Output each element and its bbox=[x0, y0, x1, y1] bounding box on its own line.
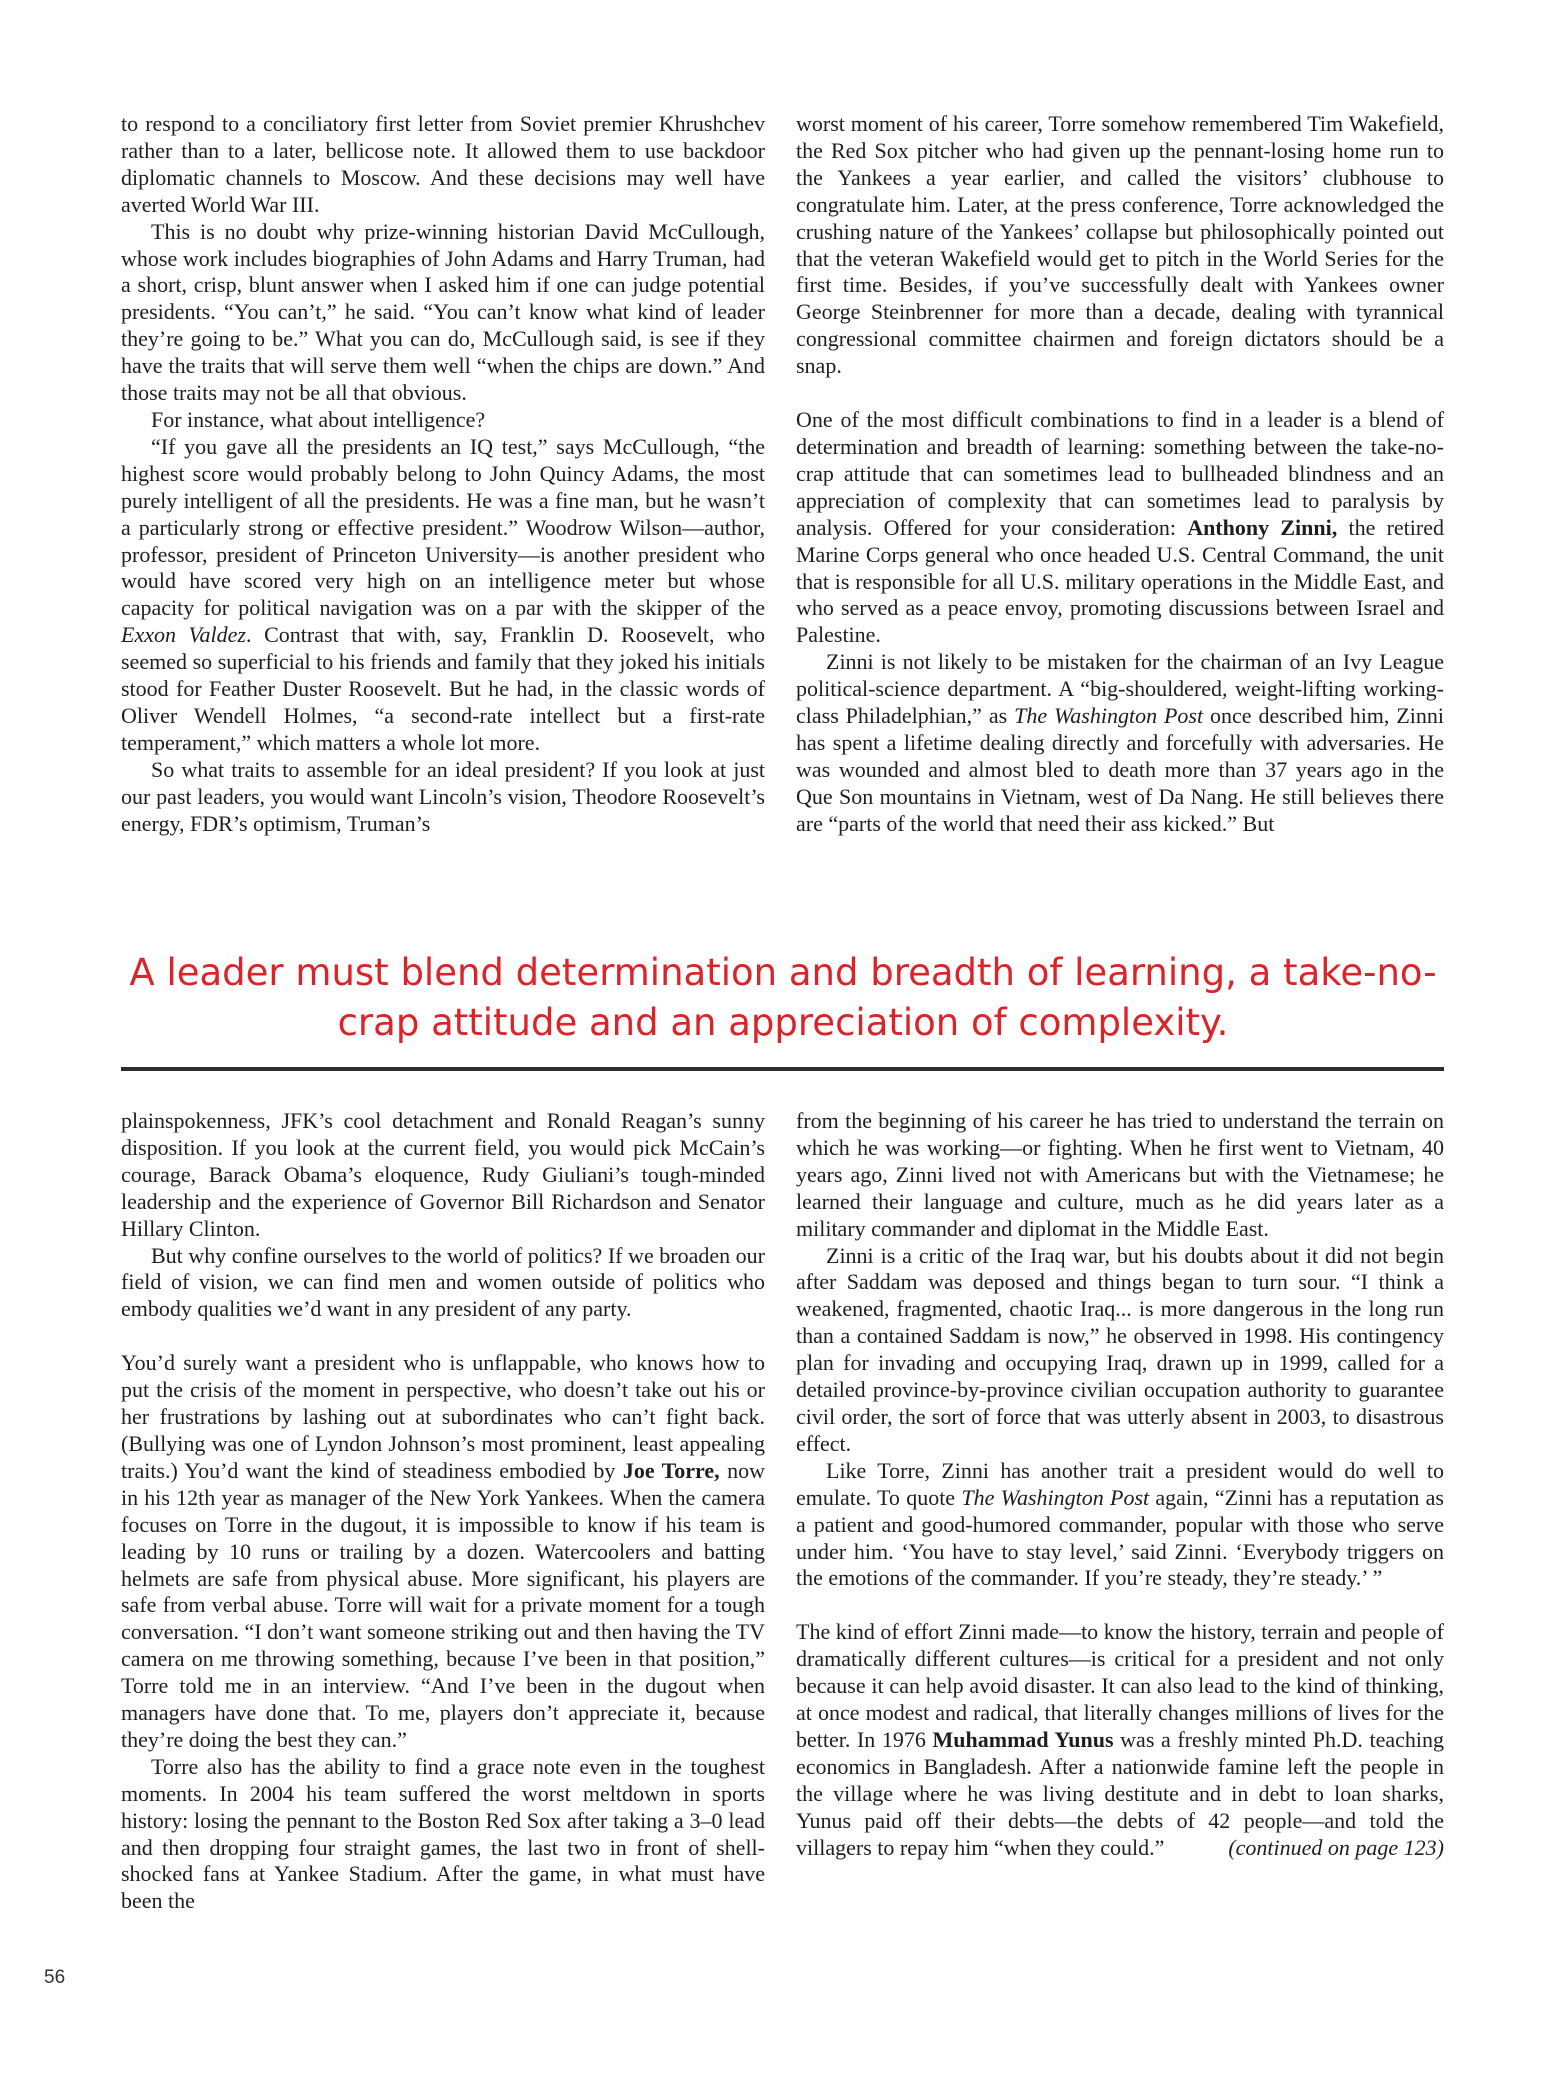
paragraph bbox=[796, 407, 1444, 649]
paragraph: plainspokenness, JFK’s cool detachment and Ronald Reagan’s sunny disposition. If you look at the current field, you would pick McCain’s courage, Barack Obama’s eloquence, Rudy Giuliani’s tough-minded leadership and the experience of Governor Bill Richardson and Senator Hillary Clinton. bbox=[121, 1108, 765, 1241]
page-number: 56 bbox=[44, 1967, 66, 1988]
paragraph: But why confine ourselves to the world of politics? If we broaden our field of vision, we can find men and women outside of politics who embody qualities we’d want in any president of any party. bbox=[121, 1242, 765, 1322]
paragraph: worst moment of his career, Torre somehow remembered Tim Wakefield, the Red Sox pitcher who had given up the pennant-losing home run to the Yankees a year earlier, and called the visitors’ clubhouse to congratulate him. Later, at the press conference, Torre acknowledged the crushing nature of the Yankees’ collapse but philosophically pointed out that the veteran Wakefield would get to pitch in the World Series for the first time. Besides, if you’ve successfully dealt with Yankees owner George Steinbrenner for more than a decade, dealing with tyrannical congressional committee chairmen and foreign dictators should be a snap. bbox=[796, 111, 1444, 379]
pull-quote: A leader must blend determination and breadth of learning, a take-no-crap attitude and an appreciation of complexity. bbox=[129, 951, 1437, 1044]
paragraph: For instance, what about intelligence? bbox=[151, 406, 486, 432]
paragraph bbox=[121, 1350, 765, 1754]
paragraph: to respond to a conciliatory first letter from Soviet premier Khrushchev rather than to a later, bellicose note. It allowed them to use backdoor diplomatic channels to Moscow. And these decisions may well have averted World War III. bbox=[121, 111, 765, 217]
paragraph bbox=[796, 649, 1444, 837]
divider-rule bbox=[121, 1067, 1444, 1071]
text-run: “If you gave all the presidents an IQ test,” says McCullough, “the highest score would probably belong to John Quincy Adams, the most purely intelligent of all the presidents. He was a fine man, but he wasn’t a particularly strong or effective president.” Woodrow Wilson—author, professor, president of Princeton University—is another president who would have scored very high on an intelligence meter but whose capacity for political navigation was on a par with the skipper of the bbox=[121, 433, 765, 621]
paragraph: So what traits to assemble for an ideal president? If you look at just our past leaders, you would want Lincoln’s vision, Theodore Roosevelt’s energy, FDR’s optimism, Truman’s bbox=[121, 756, 765, 836]
text-run: . Contrast that with, say, Franklin D. Roosevelt, who seemed so superficial to his friends and family that they joked his initials stood for Feather Duster Roosevelt. But he had, in the classic words of Oliver Wendell Holmes, “a second-rate intellect but a first-rate temperament,” which matters a whole lot more. bbox=[121, 622, 766, 755]
paragraph: from the beginning of his career he has tried to understand the terrain on which he was working—or fighting. When he first went to Vietnam, 40 years ago, Zinni lived not with Americans but with the Vietnamese; he learned their language and culture, much as he did years later as a military commander and diplomat in the Middle East. bbox=[796, 1108, 1444, 1241]
paragraph bbox=[796, 1619, 1444, 1861]
text-run: Zinni is not likely to be mistaken for the chairman of an Ivy League political-science department. A “big-shouldered, weight-lifting working-class Philadelphian,” as bbox=[796, 649, 1444, 729]
paragraph: Torre also has the ability to find a grace note even in the toughest moments. In 2004 his team suffered the worst meltdown in sports history: losing the pennant to the Boston Red Sox after taking a 3–0 lead and then dropping four straight games, the last two in front of shell-shocked fans at Yankee Stadium. After the game, in what must have been the bbox=[121, 1753, 765, 1914]
bold-name: Joe Torre, bbox=[622, 1457, 720, 1483]
text-run: now in his 12th year as manager of the New York Yankees. When the camera focuses on Torre in the dugout, it is impossible to know if his team is leading by 10 runs or trailing by a dozen. Watercoolers and batting helmets are safe from physical abuse. More significant, his players are safe from verbal abuse. Torre will wait for a private moment for a tough conversation. “I don’t want someone striking out and then having the TV camera on me throwing something, because I’ve been in that position,” Torre told me in an interview. “And I’ve been in the dugout when managers have done that. To me, players don’t appreciate it, because they’re doing the best they can.” bbox=[121, 1457, 765, 1752]
italic-title: Exxon Valdez bbox=[121, 622, 246, 648]
italic-title: The Washington Post bbox=[1014, 703, 1204, 729]
text-run: Like Torre, Zinni has another trait a president would do well to emulate. To quote bbox=[796, 1457, 1444, 1510]
paragraph: This is no doubt why prize-winning historian David McCullough, whose work includes biographies of John Adams and Harry Truman, had a short, crisp, blunt answer when I asked him if one can judge potential presidents. “You can’t,” he said. “You can’t know what kind of leader they’re going to be.” What you can do, McCullough said, is see if they have the traits that will serve them well “when the chips are down.” And those traits may not be all that obvious. bbox=[121, 218, 765, 406]
bold-name: Muhammad Yunus bbox=[932, 1726, 1114, 1752]
column-top-right bbox=[796, 111, 1444, 838]
bold-name: Anthony Zinni, bbox=[1187, 514, 1338, 540]
text-run: The kind of effort Zinni made—to know the history, terrain and people of dramatically different cultures—is critical for a president and not only because it can help avoid disaster. It can also lead to the kind of thinking, at once modest and radical, that literally changes millions of lives for the better. In 1976 bbox=[796, 1619, 1444, 1752]
column-top-left bbox=[121, 111, 765, 837]
column-bottom-right bbox=[796, 1108, 1444, 1861]
text-run: once described him, Zinni has spent a lifetime dealing directly and forcefully with adversaries. He was wounded and almost bled to death more than 37 years ago in the Que Son mountains in Vietnam, west of Da Nang. He still believes there are “parts of the world that need their ass kicked.” But bbox=[796, 703, 1444, 836]
text-run: the retired Marine Corps general who once headed U.S. Central Command, the unit that is responsible for all U.S. military operations in the Middle East, and who served as a peace envoy, promoting discussions between Israel and Palestine. bbox=[796, 514, 1444, 648]
text-run: One of the most difficult combinations to find in a leader is a blend of determination and breadth of learning: something between the take-no-crap attitude that can sometimes lead to bullheaded blindness and an appreciation of complexity that can sometimes lead to paralysis by analysis. Offered for your consideration: bbox=[796, 407, 1444, 540]
text-run: You’d surely want a president who is unflappable, who knows how to put the crisis of the moment in perspective, who doesn’t take out his or her frustrations by lashing out at subordinates who can’t fight back. (Bullying was one of Lyndon Johnson’s most prominent, least appealing traits.) You’d want the kind of steadiness embodied by bbox=[121, 1350, 765, 1483]
text-run: again, “Zinni has a reputation as a patient and good-humored commander, popular with those who serve under him. ‘You have to stay level,’ said Zinni. ‘Everybody triggers on the emotions of the commander. If you’re steady, they’re steady.’ ” bbox=[796, 1484, 1444, 1591]
italic-title: The Washington Post bbox=[961, 1484, 1150, 1510]
continued-note: (continued on page 123) bbox=[1228, 1834, 1444, 1860]
text-run: was a freshly minted Ph.D. teaching economics in Bangladesh. After a nationwide famine left the people in the village where he was living destitute and in debt to loan sharks, Yunus paid off their debts—the debts of 42 people—and told the villagers to repay him “when they could.” bbox=[796, 1726, 1444, 1860]
paragraph bbox=[121, 434, 765, 757]
paragraph: Zinni is a critic of the Iraq war, but his doubts about it did not begin after Saddam was deposed and things began to turn sour. “I think a weakened, fragmented, chaotic Iraq... is more dangerous in the long run than a contained Saddam is now,” he observed in 1998. His contingency plan for invading and occupying Iraq, drawn up in 1999, called for a detailed province-by-province civilian occupation authority to guarantee civil order, the sort of force that was utterly absent in 2003, to disastrous effect. bbox=[796, 1242, 1444, 1456]
paragraph bbox=[796, 1458, 1444, 1593]
column-bottom-left bbox=[121, 1108, 765, 1915]
